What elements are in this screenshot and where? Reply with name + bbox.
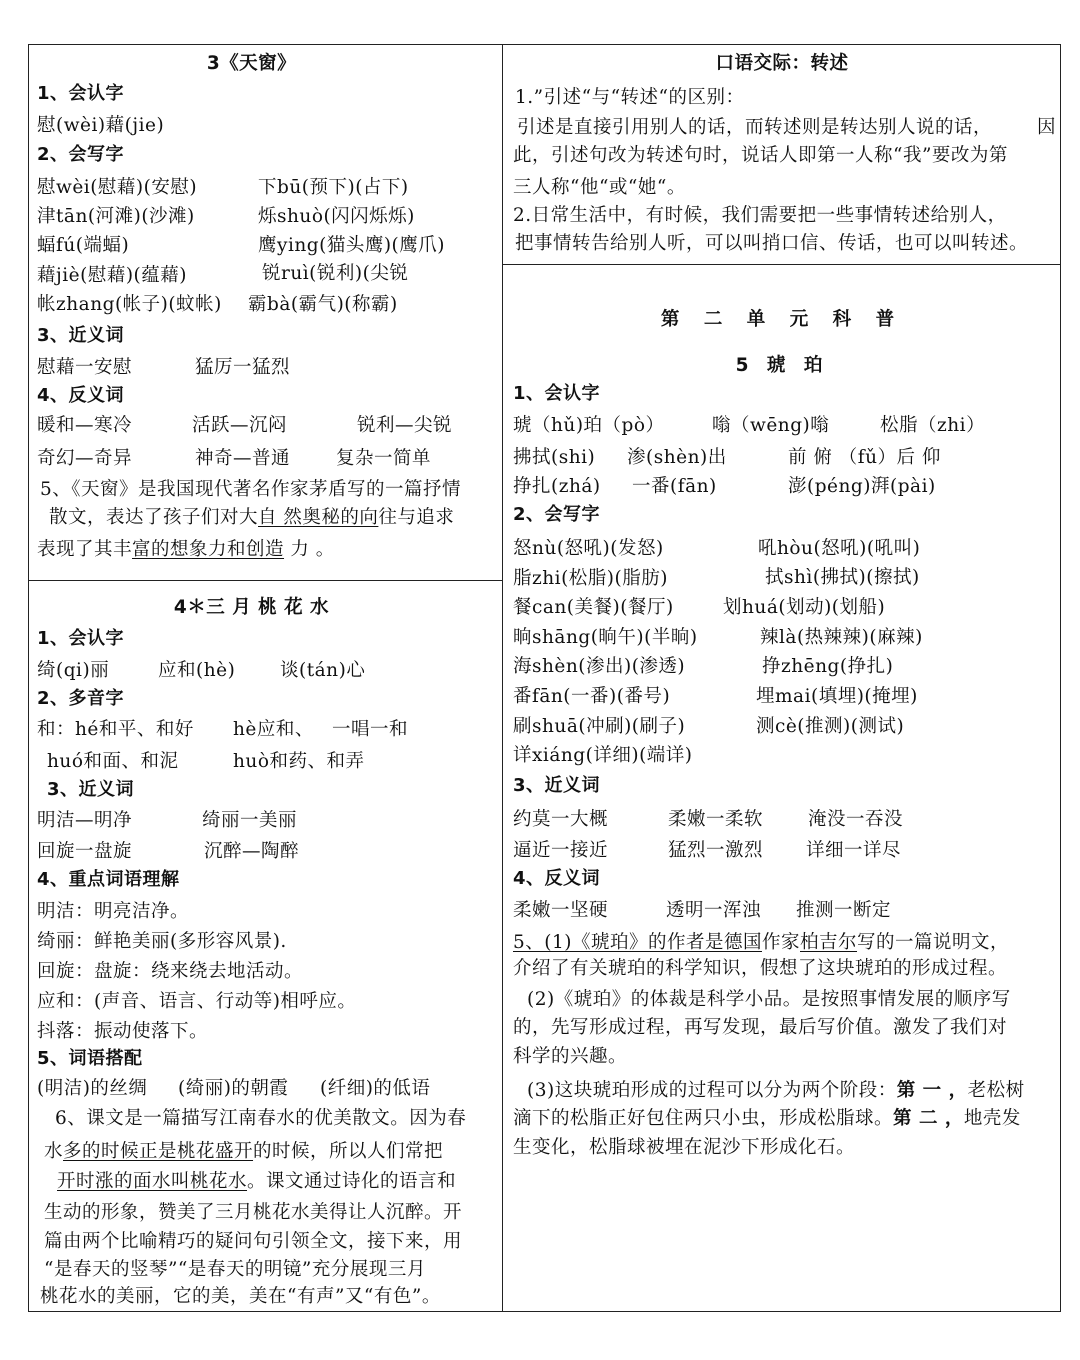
collocation-item: (明洁)的丝绸: [37, 1078, 148, 1099]
recognize-item: 挣扎(zhá): [513, 476, 601, 497]
synonym-item: 约莫一大概: [513, 809, 609, 830]
antonym-item: 复杂一简单: [336, 448, 432, 469]
unit-title: 第 二 单 元 科 普: [660, 309, 904, 330]
summary-line: 篇由两个比喻精巧的疑问句引领全文，接下来，用: [44, 1231, 463, 1252]
right-section-divider: [503, 264, 1061, 265]
synonym-item: 逼近一接近: [513, 840, 609, 861]
collocation-item: (纤细)的低语: [320, 1078, 431, 1099]
heading-synonyms: 3、近义词: [37, 325, 125, 346]
summary-line: 水多的时候正是桃花盛开的时候，所以人们常把: [44, 1141, 444, 1162]
write-item: 拭shì(拂拭)(擦拭): [765, 567, 920, 588]
recognize-item: 澎(péng)湃(pài): [788, 476, 936, 497]
write-item: 详xiáng(详细)(端详): [513, 745, 693, 766]
write-item: 下bū(预下)(占下): [258, 177, 409, 198]
synonym-item: 慰藉一安慰: [37, 357, 133, 378]
synonym-item: 沉醉—陶醉: [204, 841, 300, 862]
summary-line: “是春天的竖琴”“是春天的明镜”充分展现三月: [44, 1259, 426, 1280]
summary-line: 5、《天窗》是我国现代著名作家茅盾写的一篇抒情: [40, 479, 462, 500]
write-item: 帐zhang(帐子)(蚊帐): [37, 294, 222, 315]
write-item: 怒nù(怒吼)(发怒): [513, 538, 664, 559]
write-item: 海shèn(渗出)(渗透): [513, 656, 686, 677]
write-item: 藉jiè(慰藉)(蕴藉): [37, 265, 187, 286]
recognize-item: 拂拭(shi): [513, 447, 596, 468]
polyphone-item: huó和面、和泥: [47, 751, 179, 772]
antonym-item: 暖和—寒冷: [37, 415, 133, 436]
write-item: 晌shāng(晌午)(半晌): [513, 627, 698, 648]
recognize-item: 谈(tán)心: [280, 660, 366, 681]
heading-antonyms: 4、反义词: [513, 868, 601, 889]
heading-antonyms: 4、反义词: [37, 385, 125, 406]
oral-line: 此，引述句改为转述句时，说话人即第一人称“我”要改为第: [513, 145, 1008, 166]
write-item: 辣là(热辣辣)(麻辣): [760, 627, 923, 648]
write-item: 餐can(美餐)(餐厅): [513, 597, 674, 618]
summary-line: 开时涨的面水叫桃花水。课文通过诗化的语言和: [57, 1171, 457, 1192]
antonym-item: 推测一断定: [796, 900, 892, 921]
write-item: 刷shuā(冲刷)(刷子): [513, 716, 686, 737]
summary-line: 桃花水的美丽，它的美，美在“有声”又“有色”。: [40, 1286, 441, 1307]
polyphone-item: huò和药、和弄: [233, 751, 365, 772]
write-item: 慰wèi(慰藉)(安慰): [37, 177, 198, 198]
recognize-item: 绮(qi)丽: [37, 660, 110, 681]
summary-line: (3)这块琥珀形成的过程可以分为两个阶段：第 一 ，老松树: [527, 1080, 1025, 1101]
oral-line: 2.日常生活中，有时候，我们需要把一些事情转述给别人，: [513, 205, 1007, 226]
recognize-item: 应和(hè): [158, 660, 236, 681]
summary-line: 表现了其丰富的想象力和创造 力 。: [37, 539, 335, 560]
oral-line: 三人称“他“或“她“。: [513, 177, 686, 198]
heading-synonyms: 3、近义词: [47, 779, 135, 800]
oral-line: 1.”引述“与“转述“的区别：: [515, 87, 745, 108]
write-item: 鹰ying(猫头鹰)(鹰爪): [258, 235, 445, 256]
synonym-item: 猛厉一猛烈: [195, 357, 291, 378]
write-item: 烁shuò(闪闪烁烁): [258, 206, 415, 227]
write-item: 吼hòu(怒吼)(吼叫): [758, 538, 921, 559]
column-divider: [502, 44, 503, 1312]
recognize-item: 嗡（wēng)嗡: [712, 415, 830, 436]
antonym-item: 活跃—沉闷: [192, 415, 288, 436]
heading-recognize: 1、会认字: [37, 628, 125, 649]
summary-line: 5、(1)《琥珀》的作者是德国作家柏吉尔写的一篇说明文，: [513, 932, 1010, 953]
collocation-item: (绮丽)的朝霞: [178, 1078, 289, 1099]
polyphone-item: hè应和、: [233, 719, 314, 740]
oral-line: 因: [1037, 117, 1057, 138]
synonym-item: 明洁—明净: [37, 810, 133, 831]
write-item: 津tān(河滩)(沙滩): [37, 206, 195, 227]
write-item: 埋mai(填埋)(掩埋): [756, 686, 918, 707]
write-item: 番fān(一番)(番号): [513, 686, 671, 707]
recognize-item: 琥（hǔ)珀（pò）: [513, 415, 665, 436]
recognize-item: 松脂（zhi）: [880, 415, 986, 436]
write-item: 锐ruì(锐利)(尖锐: [262, 263, 409, 284]
write-item: 蝠fú(端蝠): [37, 235, 130, 256]
recognize-line: 慰(wèi)藉(jie): [37, 115, 165, 136]
antonym-item: 透明一浑浊: [666, 900, 762, 921]
synonym-item: 柔嫩一柔软: [668, 809, 764, 830]
summary-line: (2)《琥珀》的体裁是科学小品。是按照事情发展的顺序写: [527, 989, 1011, 1010]
heading-write: 2、会写字: [513, 504, 601, 525]
oral-line: 引述是直接引用别人的话，而转述则是转达别人说的话，: [517, 117, 993, 138]
heading-recognize: 1、会认字: [37, 83, 125, 104]
polyphone-item: 和：hé和平、和好: [37, 719, 194, 740]
key-word-line: 回旋：盘旋：绕来绕去地活动。: [37, 961, 304, 982]
write-item: 脂zhi(松脂)(脂肪): [513, 568, 668, 589]
antonym-item: 神奇—普通: [195, 448, 291, 469]
lesson-3-title: 3《天窗》: [206, 53, 297, 74]
heading-write: 2、会写字: [37, 144, 125, 165]
antonym-item: 奇幻—奇异: [37, 448, 133, 469]
write-item: 挣zhēng(挣扎): [762, 656, 894, 677]
summary-line: 滴下的松脂正好包住两只小虫，形成松脂球。第 二 ，地壳发: [513, 1108, 1021, 1129]
polyphone-item: 一唱一和: [332, 719, 409, 740]
key-word-line: 绮丽：鲜艳美丽(多形容风景).: [37, 931, 287, 952]
antonym-item: 锐利—尖锐: [357, 415, 453, 436]
summary-line: 生变化，松脂球被埋在泥沙下形成化石。: [513, 1137, 856, 1158]
synonym-item: 猛烈一激烈: [668, 840, 764, 861]
heading-polyphone: 2、多音字: [37, 688, 125, 709]
recognize-item: 一番(fān): [632, 476, 717, 497]
write-item: 划huá(划动)(划船): [723, 597, 886, 618]
recognize-item: 前 俯 （fǔ）后 仰: [788, 447, 941, 468]
write-item: 测cè(推测)(测试): [756, 716, 905, 737]
summary-line: 的，先写形成过程，再写发现，最后写价值。激发了我们对: [513, 1017, 1008, 1038]
heading-collocation: 5、词语搭配: [37, 1048, 143, 1069]
heading-synonyms: 3、近义词: [513, 775, 601, 796]
lesson-5-title: 5 琥 珀: [735, 355, 829, 376]
write-item: 霸bà(霸气)(称霸): [248, 294, 398, 315]
key-word-line: 明洁：明亮洁净。: [37, 901, 190, 922]
recognize-item: 渗(shèn)出: [627, 447, 727, 468]
synonym-item: 详细一详尽: [806, 840, 902, 861]
synonym-item: 回旋一盘旋: [37, 841, 133, 862]
oral-title: 口语交际：转述: [715, 53, 849, 74]
left-section-divider: [28, 580, 503, 581]
summary-line: 介绍了有关琥珀的科学知识，假想了这块琥珀的形成过程。: [513, 958, 1008, 979]
antonym-item: 柔嫩一坚硬: [513, 900, 609, 921]
key-word-line: 应和：(声音、语言、行动等)相呼应。: [37, 991, 357, 1012]
summary-line: 科学的兴趣。: [513, 1046, 628, 1067]
lesson-4-title: 4＊三 月 桃 花 水: [173, 597, 330, 618]
synonym-item: 绮丽一美丽: [202, 810, 298, 831]
summary-line: 6、课文是一篇描写江南春水的优美散文。因为春: [55, 1108, 467, 1129]
summary-line: 生动的形象，赞美了三月桃花水美得让人沉醉。开: [44, 1202, 463, 1223]
heading-recognize: 1、会认字: [513, 383, 601, 404]
key-word-line: 抖落：振动使落下。: [37, 1021, 209, 1042]
heading-key-words: 4、重点词语理解: [37, 869, 180, 890]
summary-line: 散文，表达了孩子们对大自 然奥秘的向往与追求: [49, 507, 455, 528]
synonym-item: 淹没一吞没: [808, 809, 904, 830]
oral-line: 把事情转告给别人听，可以叫捎口信、传话，也可以叫转述。: [515, 233, 1029, 254]
